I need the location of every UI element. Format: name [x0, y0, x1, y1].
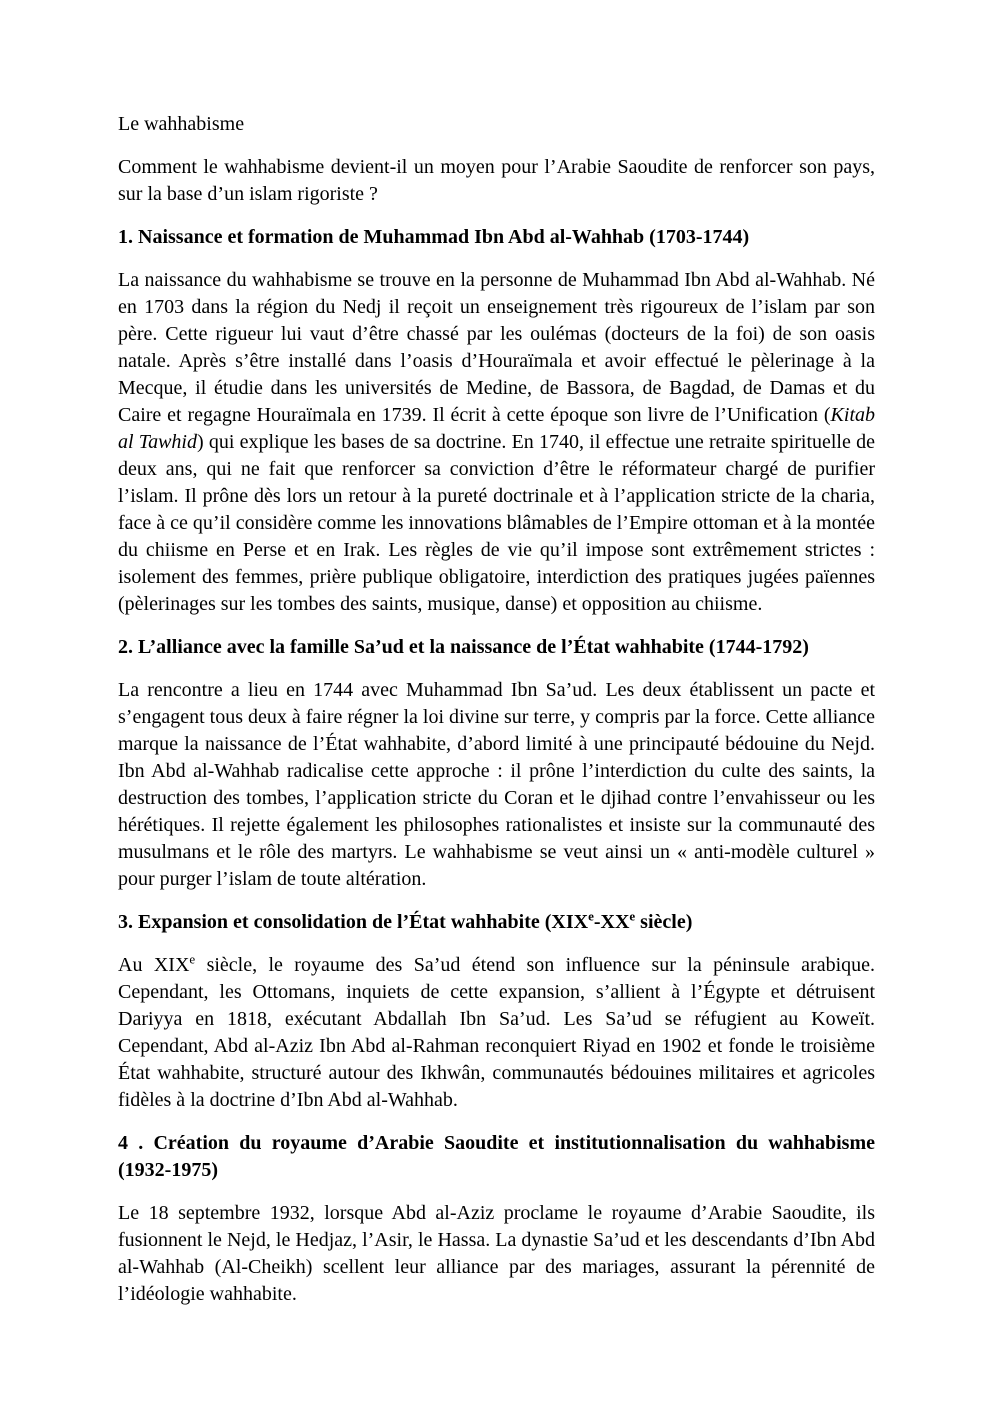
section-1-text-end: ) qui explique les bases de sa doctrine. En 1740, il effectue une retraite spirituelle de deux ans, qui ne fait que renforcer sa conviction d’être le réformateur chargé de purifier l’islam. Il prône dès lors un retour à la pureté doctrinale et à l’application stricte de la charia, face à ce qu’il considère comme les innovations blâmables de l’Empire ottoman et à la montée du chiisme en Perse et en Irak. Les règles de vie qu’il impose sont extrêmement strictes : isolement des femmes, prière publique obligatoire, interdiction des pratiques jugées païennes (pèlerinages sur les tombes des saints, musique, danse) et opposition au chiisme. — [118, 431, 875, 615]
section-3-text-end: siècle, le royaume des Sa’ud étend son influence sur la péninsule arabique. Cependant, les Ottomans, inquiets de cette expansion, s’allient à l’Égypte et détruisent Dariyya en 1818, exécutant Abdallah Ibn Sa’ud. Les Sa’ud se réfugient au Koweït. Cependant, Abd al-Aziz Ibn Abd al-Rahman reconquiert Riyad en 1902 et fonde le troisième État wahhabite, structuré autour des Ikhwân, communautés bédouines militaires et agricoles fidèles à la doctrine d’Ibn Abd al-Wahhab. — [118, 954, 875, 1111]
section-3-heading-mid: -XX — [593, 911, 630, 933]
section-4-heading: 4 . Création du royaume d’Arabie Saoudite et institutionnalisation du wahhabisme (1932-1975) — [118, 1132, 875, 1181]
section-3-text-start: Au XIX — [118, 954, 190, 976]
section-1-paragraph — [118, 267, 875, 618]
century-superscript: e — [588, 908, 594, 924]
section-3-heading-end: siècle) — [635, 911, 693, 933]
section-1-text-start: La naissance du wahhabisme se trouve en la personne de Muhammad Ibn Abd al-Wahhab. Né en 1703 dans la région du Nedj il reçoit un enseignement très rigoureux de l’islam par son père. Cette rigueur lui vaut d’être chassé par les oulémas (docteurs de la foi) de son oasis natale. Après s’être installé dans l’oasis d’Houraïmala et avoir effectué le pèlerinage à la Mecque, il étudie dans les universités de Medine, de Bassora, de Bagdad, de Damas et du Caire et regagne Houraïmala en 1739. Il écrit à cette époque son livre de l’Unification ( — [118, 269, 875, 426]
section-2-paragraph: La rencontre a lieu en 1744 avec Muhammad Ibn Sa’ud. Les deux établissent un pacte et s’engagent tous deux à faire régner la loi divine sur terre, y compris par la force. Cette alliance marque la naissance de l’État wahhabite, d’abord limité à une principauté bédouine du Nejd. Ibn Abd al-Wahhab radicalise cette approche : il prône l’interdiction du culte des saints, la destruction des tombes, l’application stricte du Coran et le djihad contre l’envahisseur ou les hérétiques. Il rejette également les philosophes rationalistes et insiste sur la communauté des musulmans et le rôle des martyrs. Le wahhabisme se veut ainsi un « anti-modèle culturel » pour purger l’islam de toute altération. — [118, 679, 875, 890]
section-2-heading: 2. L’alliance avec la famille Sa’ud et la naissance de l’État wahhabite (1744-1792) — [118, 636, 809, 658]
section-4-paragraph: Le 18 septembre 1932, lorsque Abd al-Aziz proclame le royaume d’Arabie Saoudite, ils fusionnent le Nejd, le Hedjaz, l’Asir, le Hassa. La dynastie Sa’ud et les descendants d’Ibn Abd al-Wahhab (Al-Cheikh) scellent leur alliance par des mariages, assurant la pérennité de l’idéologie wahhabite. — [118, 1202, 875, 1305]
century-superscript: e — [629, 908, 636, 924]
book-title-kitab-al-tawhid: Kitab al Tawhid — [118, 404, 875, 453]
century-superscript: e — [189, 951, 196, 967]
document-title: Le wahhabisme — [118, 113, 245, 135]
document-content — [118, 111, 875, 1324]
intro-question: Comment le wahhabisme devient-il un moyen pour l’Arabie Saoudite de renforcer son pays, sur la base d’un islam rigoriste ? — [118, 156, 875, 205]
section-3-heading-start: 3. Expansion et consolidation de l’État wahhabite (XIX — [118, 911, 589, 933]
section-3-paragraph — [118, 952, 875, 1114]
section-1-heading: 1. Naissance et formation de Muhammad Ibn Abd al-Wahhab (1703-1744) — [118, 226, 750, 248]
section-3-heading — [118, 909, 875, 936]
